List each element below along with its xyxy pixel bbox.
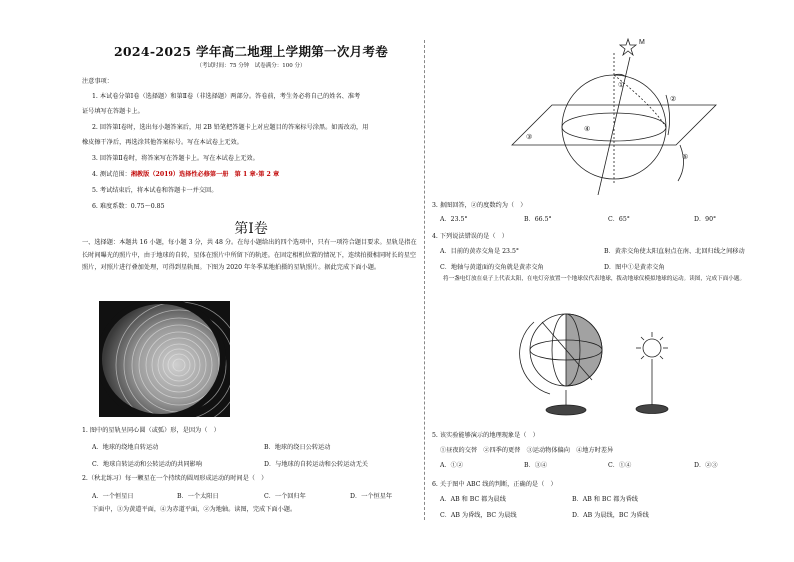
q2-option-a: A．一个恒星日 [92,493,134,500]
q6-option-d: D．AB 为晨线，BC 为昏线 [572,512,649,519]
question-6: 6. 关于图中 ABC 线的判断，正确的是（ ） [432,481,557,488]
q2-option-b: B．一个太阳日 [177,493,219,500]
q1-option-c: C．地球自转运动和公转运动的共同影响 [92,461,202,468]
q3-option-d: D．90° [694,216,717,223]
question-2: 2.（秋北练习）每一颗星在一个持续的圆周形成运动的时间是（ ） [82,475,268,482]
column-divider [424,40,425,520]
globe-lamp-figure [512,302,702,420]
q4-option-b: B．黄赤交角使太阳直射点在南、北回归线之间移动 [604,248,745,255]
scope-prefix: 4. 测试范围： [92,171,131,178]
question-intro: 一、选择题：本题共 16 小题，每小题 3 分，共 48 分。在每小题给出的四个选项中，只有一项符合题目要求。星轨是指在长时间曝光的照片中，由于地球的自转，星体在照片中所留下的轨迹。在固定相机位置的情况下，连续拍摄相同时长的星空照片，对照片进行叠加处理，可得到星轨图。下图为 2020 年冬季某地拍摄的星轨照片。据此完成下面小题。 [82,239,417,271]
star-trail-photo [99,301,230,417]
section-title: 第Ⅰ卷 [234,221,268,237]
q3-option-a: A．23.5° [440,216,468,223]
q3-option-b: B．66.5° [524,216,552,223]
exam-title: 2024-2025 学年高二地理上学期第一次月考卷 [113,44,389,59]
q1-option-a: A．地球的绕地自转运动 [92,444,159,451]
notice-line: 1. 本试卷分第Ⅰ卷（选择题）和第Ⅱ卷（非选择题）两部分。答卷前，考生务必将自己的姓名、准考 [92,93,361,100]
q1-option-b: B．地球的绕日公转运动 [264,444,331,451]
q4-option-d: D．图中①是黄赤交角 [604,264,665,271]
q5-option-a: A．①② [440,462,464,469]
right-column [432,0,782,562]
notice-heading: 注意事项： [82,78,113,85]
passage-tail: 下面中，③为黄道平面，④为赤道平面，②为地轴。读图，完成下面小题。 [92,506,297,513]
q3-option-c: C．65° [608,216,630,223]
notice-line: 5. 考试结束后，将本试卷和答题卡一并交回。 [92,187,218,194]
test-scope: 湘教版（2019）选择性必修第一册 第 1 章-第 2 章 [130,171,280,178]
question-4: 4. 下列说法错误的是（ ） [432,233,508,240]
exam-subtitle: （考试时间：75 分钟 试卷满分：100 分） [196,63,306,69]
q5-items: ①昼夜的交替 ②四季的更替 ③运动物体偏向 ④地方时差异 [440,447,614,454]
label-5: ⑤ [682,154,689,161]
label-1: ① [618,82,625,89]
q6-option-c: C．AB 为昏线，BC 为晨线 [440,512,517,519]
ecliptic-equator-diagram [502,35,722,195]
q4-option-c: C．地轴与黄道面的交角就是黄赤交角 [440,264,544,271]
notice-line: 6. 难度系数：0.75～0.85 [92,203,165,210]
label-m: M [639,39,645,46]
question-1: 1. 图中的星轨呈同心圆（或弧）形，是因为（ ） [82,427,220,434]
notice-line: 证号填写在答题卡上。 [82,108,144,115]
q1-option-d: D．与地球的自转运动和公转运动无关 [264,461,368,468]
q4-option-a: A．目前的黄赤交角是 23.5° [440,248,519,255]
notice-line: 3. 回答第Ⅱ卷时，将答案写在答题卡上。写在本试卷上无效。 [92,155,259,162]
lamp-passage: 将一盏电灯放在桌子上代表太阳，在电灯旁放置一个地球仪代表地球，拨动地球仪模拟地球的运动。读图，完成下面小题。 [443,276,746,282]
q6-option-a: A．AB 和 BC 都为晨线 [440,496,506,503]
q2-option-d: D．一个恒星年 [350,493,393,500]
question-3: 3. 据图回答，②的度数约为（ ） [432,202,527,209]
q6-option-b: B．AB 和 BC 都为昏线 [572,496,638,503]
q5-option-d: D．②③ [694,462,718,469]
label-4: ④ [584,126,591,133]
notice-line: 2. 回答第Ⅰ卷时，选出每小题答案后，用 2B 铅笔把答题卡上对应题目的答案标号涂黑。如需改动，用 [92,124,369,131]
star-trail-image [99,301,230,417]
left-column [82,0,420,562]
label-3: ③ [526,134,533,141]
question-5: 5. 该实验能够演示的地理现象是（ ） [432,432,539,439]
label-2: ② [670,96,677,103]
q2-option-c: C．一个回归年 [264,493,306,500]
q5-option-c: C．①④ [608,462,632,469]
notice-line-scope [92,171,279,179]
q5-option-b: B．③④ [524,462,548,469]
notice-line: 橡皮擦干净后，再选涂其他答案标号。写在本试卷上无效。 [82,139,243,146]
